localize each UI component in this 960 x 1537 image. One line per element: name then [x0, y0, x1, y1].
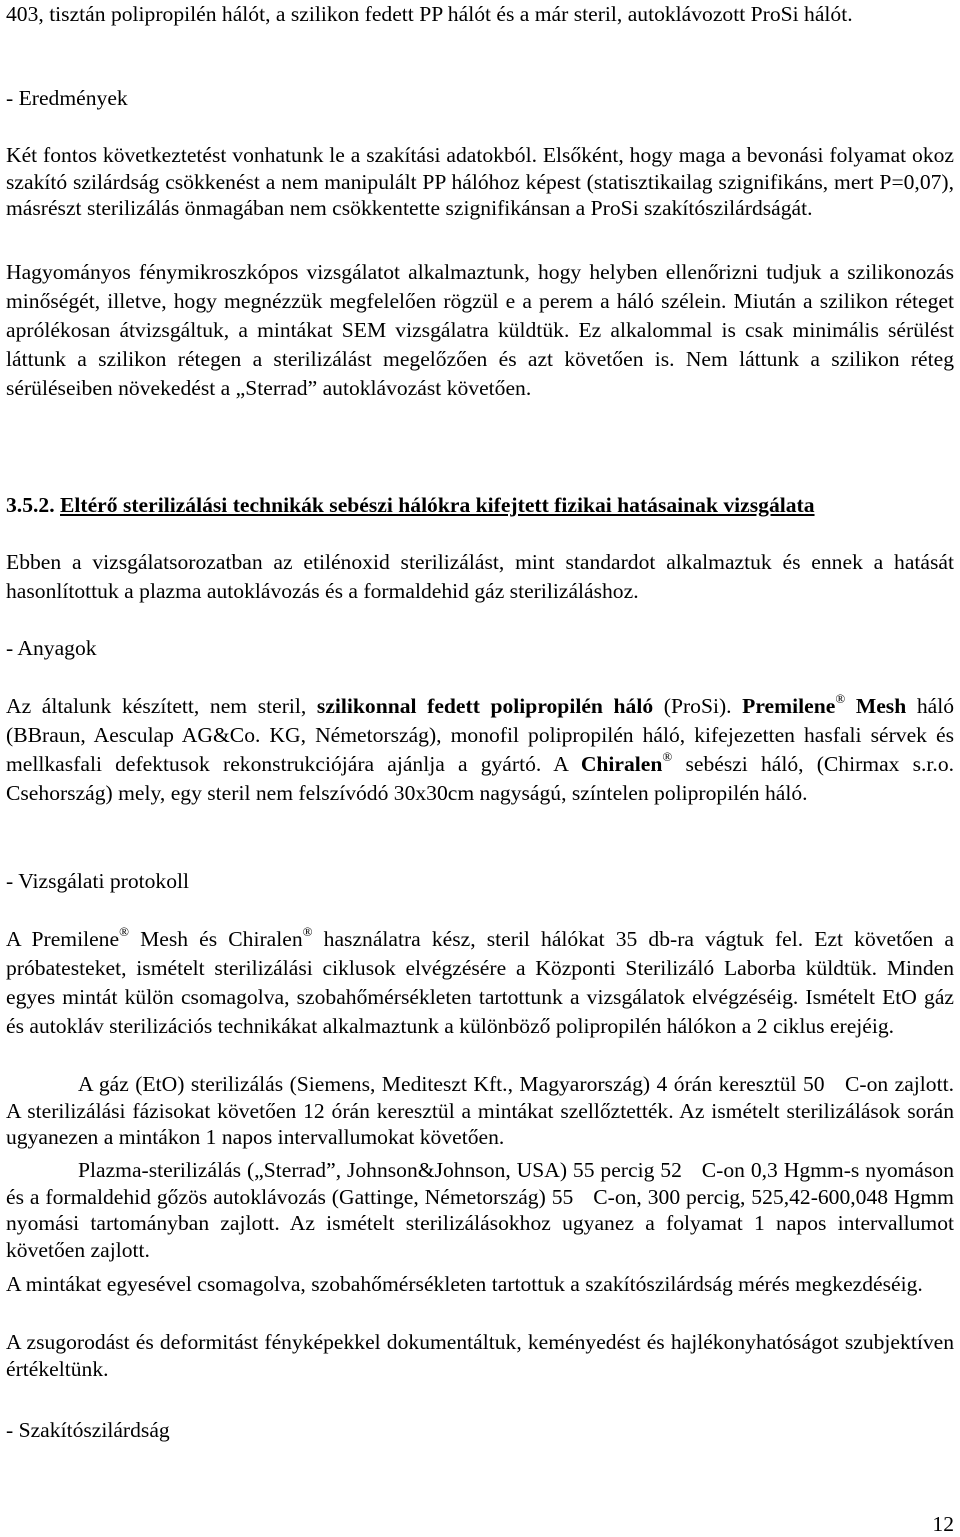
paragraph-intro	[6, 548, 954, 606]
text-run: A gáz (EtO) sterilizálás (Siemens, Mediteszt Kft., Magyarország) 4 órán keresztül 50	[78, 1072, 825, 1096]
paragraph-materials-list	[6, 0, 954, 29]
text-run: sebészi háló, (Chirmax s.r.o. Csehország) mely, egy steril nem felszívódó 30x30cm nagyságú, színtelen polipropilén háló.	[6, 752, 955, 806]
label-szakitoszilardsag	[6, 1416, 954, 1445]
paragraph-text: Két fontos következtetést vonhatunk le a szakítási adatokból. Elsőként, hogy maga a bevonási folyamat okoz szakító szilárdság csökkenést a nem manipulált PP hálóhoz képest (statisztikailag szignifikáns, mert P=0,07), másrészt sterilizálás önmagában nem csökkentette szignifikánsan a ProSi szakítószilárdságát.	[6, 143, 954, 220]
paragraph-packaging	[6, 1271, 954, 1298]
label-protokoll	[6, 867, 954, 896]
text-run: (ProSi).	[663, 694, 732, 718]
paragraph-protocol	[6, 925, 954, 1041]
paragraph-conclusions	[6, 142, 954, 222]
paragraph-text: Hagyományos fénymikroszkópos vizsgálatot alkalmaztunk, hogy helyben ellenőrizni tudjuk a szilikonozás minőségét, illetve, hogy megnézzük megfelelően rögzül e a perem a háló szélein. Miután a szilikon réteget aprólékosan átvizsgáltuk, a mintákat SEM vizsgálatra küldtük. Ez alkalommal is csak minimális sérülést láttunk a szilikon rétegen a sterilizálást megelőzően és azt követően is. Nem láttunk a szilikon réteg sérüléseiben növekedést a „Sterrad” autoklávozást követően.	[6, 260, 954, 401]
registered-mark: ®	[302, 923, 313, 939]
bold-term-prosi: szilikonnal fedett polipropilén háló	[316, 694, 654, 718]
bold-term-chiralen: Chiralen	[580, 752, 663, 777]
section-label: - Szakítószilárdság	[6, 1418, 170, 1442]
text-run: Az általunk készített, nem steril,	[6, 694, 307, 718]
page-number: 12	[932, 1512, 954, 1536]
text-run: A Premilene	[6, 927, 120, 951]
paragraph-text: A zsugorodást és deformitást fényképekkel dokumentáltuk, keményedést és hajlékonyhatóságot szubjektíven értékeltünk.	[6, 1330, 954, 1381]
section-title: Eltérő sterilizálási technikák sebészi hálókra kifejtett fizikai hatásainak vizsgálata	[60, 493, 815, 517]
text-run: Plazma-sterilizálás („Sterrad”, Johnson&Johnson, USA) 55 percig 52	[78, 1158, 682, 1182]
label-eredmenyek	[6, 84, 954, 113]
paragraph-eto	[6, 1071, 954, 1151]
text-run: Mesh és Chiralen	[140, 927, 303, 951]
label-anyagok	[6, 634, 954, 663]
section-label: - Vizsgálati protokoll	[6, 869, 190, 893]
registered-mark: ®	[662, 749, 673, 764]
text-run: C-on, 300 percig, 525,42-600,048 Hgmm nyomási tartományban zajlott. Az ismételt sterilizálásokhoz ugyanez a folyamat 1 napos intervallumot követően zajlott.	[6, 1184, 954, 1262]
text-run: C-on 0,3 Hgmm-s nyomáson és a formaldehid gőzös autoklávozás (Gattinge, Németország) 55	[6, 1158, 954, 1209]
paragraph-documentation	[6, 1329, 954, 1382]
text-run: C-on zajlott. A sterilizálási fázisokat követően 12 órán keresztül a mintákat szellőztették. Az ismételt sterilizálások során ugyanezen a mintákon 1 napos intervallumokat követően.	[6, 1072, 954, 1149]
bold-term-mesh: Mesh	[855, 694, 907, 718]
registered-mark: ®	[835, 690, 846, 706]
paragraph-text: A mintákat egyesével csomagolva, szobahőmérsékleten tartottuk a szakítószilárdság mérés megkezdéséig.	[6, 1272, 923, 1296]
section-label: - Anyagok	[6, 636, 97, 660]
section-heading	[6, 491, 954, 520]
registered-mark: ®	[119, 923, 129, 939]
bold-term-premilene: Premilene	[742, 694, 836, 718]
paragraph-materials	[6, 692, 954, 808]
text-run: használatra kész, steril hálókat 35 db-ra vágtuk fel. Ezt követően a próbatesteket, ismételt sterilizálási ciklusok elvégzésére a Központi Sterilizáló Laborba küldtük. Minden egyes mintát külön csomagolva, szobahőmérsékleten tartottunk a vizsgálatok elvégzéséig. Ismételt EtO gáz és autokláv sterilizációs technikákat alkalmaztunk a különböző polipropilén hálókon a 2 ciklus erejéig.	[6, 927, 954, 1039]
paragraph-text: Ebben a vizsgálatsorozatban az etilénoxid sterilizálást, mint standardot alkalmaztuk és ennek a hatását hasonlítottuk a plazma autoklávozás és a formaldehid gáz sterilizáláshoz.	[6, 550, 954, 604]
paragraph-text: 403, tisztán polipropilén hálót, a szilikon fedett PP hálót és a már steril, autoklávozott ProSi hálót.	[6, 2, 853, 26]
paragraph-plasma	[6, 1157, 954, 1263]
section-number: 3.5.2.	[6, 493, 55, 517]
text-run: háló (BBraun, Aesculap AG&Co. KG, Németország), monofil polipropilén háló, kifejezetten hasfali sérvek és mellkasfali defektusok rekonstrukciójára ajánlja a gyártó. A	[6, 694, 955, 777]
paragraph-microscopy	[6, 258, 954, 403]
section-label: - Eredmények	[6, 86, 128, 110]
